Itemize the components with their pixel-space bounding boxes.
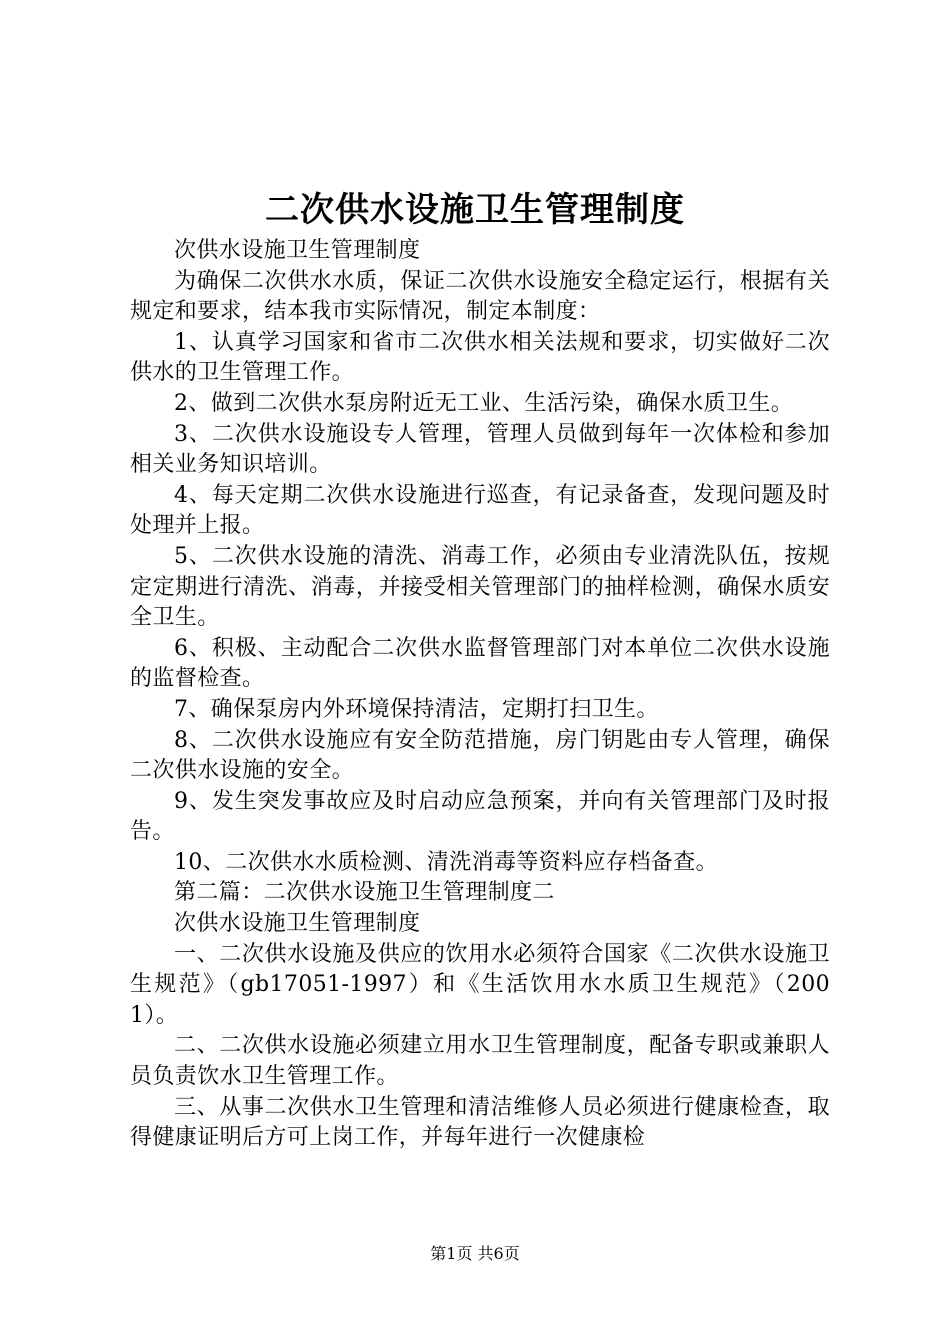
paragraph: 10、二次供水水质检测、清洗消毒等资料应存档备查。	[174, 849, 718, 875]
paragraph: 6、积极、主动配合二次供水监督管理部门对本单位二次供水设施的监督检查。	[130, 635, 830, 692]
paragraph: 5、二次供水设施的清洗、消毒工作，必须由专业清洗队伍，按规定定期进行清洗、消毒，并接受相关管理部门的抽样检测，确保水质安全卫生。	[130, 543, 830, 631]
paragraph: 次供水设施卫生管理制度	[174, 238, 421, 263]
paragraph: 2、做到二次供水泵房附近无工业、生活污染，确保水质卫生。	[174, 390, 794, 416]
section-heading: 第二篇：二次供水设施卫生管理制度二	[174, 880, 555, 906]
paragraph: 次供水设施卫生管理制度	[174, 911, 421, 937]
paragraph: 三、从事二次供水卫生管理和清洁维修人员必须进行健康检查，取得健康证明后方可上岗工作，并每年进行一次健康检	[130, 1094, 830, 1151]
paragraph: 1、认真学习国家和省市二次供水相关法规和要求，切实做好二次供水的卫生管理工作。	[130, 329, 830, 386]
paragraph: 一、二次供水设施及供应的饮用水必须符合国家《二次供水设施卫生规范》（gb17051-1997）和《生活饮用水水质卫生规范》（2001）。	[130, 941, 830, 1028]
paragraph: 3、二次供水设施设专人管理，管理人员做到每年一次体检和参加相关业务知识培训。	[130, 421, 830, 478]
page-title: 二次供水设施卫生管理制度	[265, 190, 685, 230]
paragraph: 8、二次供水设施应有安全防范措施，房门钥匙由专人管理，确保二次供水设施的安全。	[130, 727, 830, 784]
paragraph: 7、确保泵房内外环境保持清洁，定期打扫卫生。	[174, 696, 659, 722]
paragraph: 二、二次供水设施必须建立用水卫生管理制度，配备专职或兼职人员负责饮水卫生管理工作。	[130, 1033, 830, 1090]
paragraph: 4、每天定期二次供水设施进行巡查，有记录备查，发现问题及时处理并上报。	[130, 482, 830, 539]
document-body	[130, 236, 830, 1154]
paragraph: 为确保二次供水水质，保证二次供水设施安全稳定运行，根据有关规定和要求，结本我市实际情况，制定本制度：	[130, 268, 830, 325]
page-number: 第1页 共6页	[430, 1244, 520, 1263]
paragraph: 9、发生突发事故应及时启动应急预案，并向有关管理部门及时报告。	[130, 788, 830, 845]
